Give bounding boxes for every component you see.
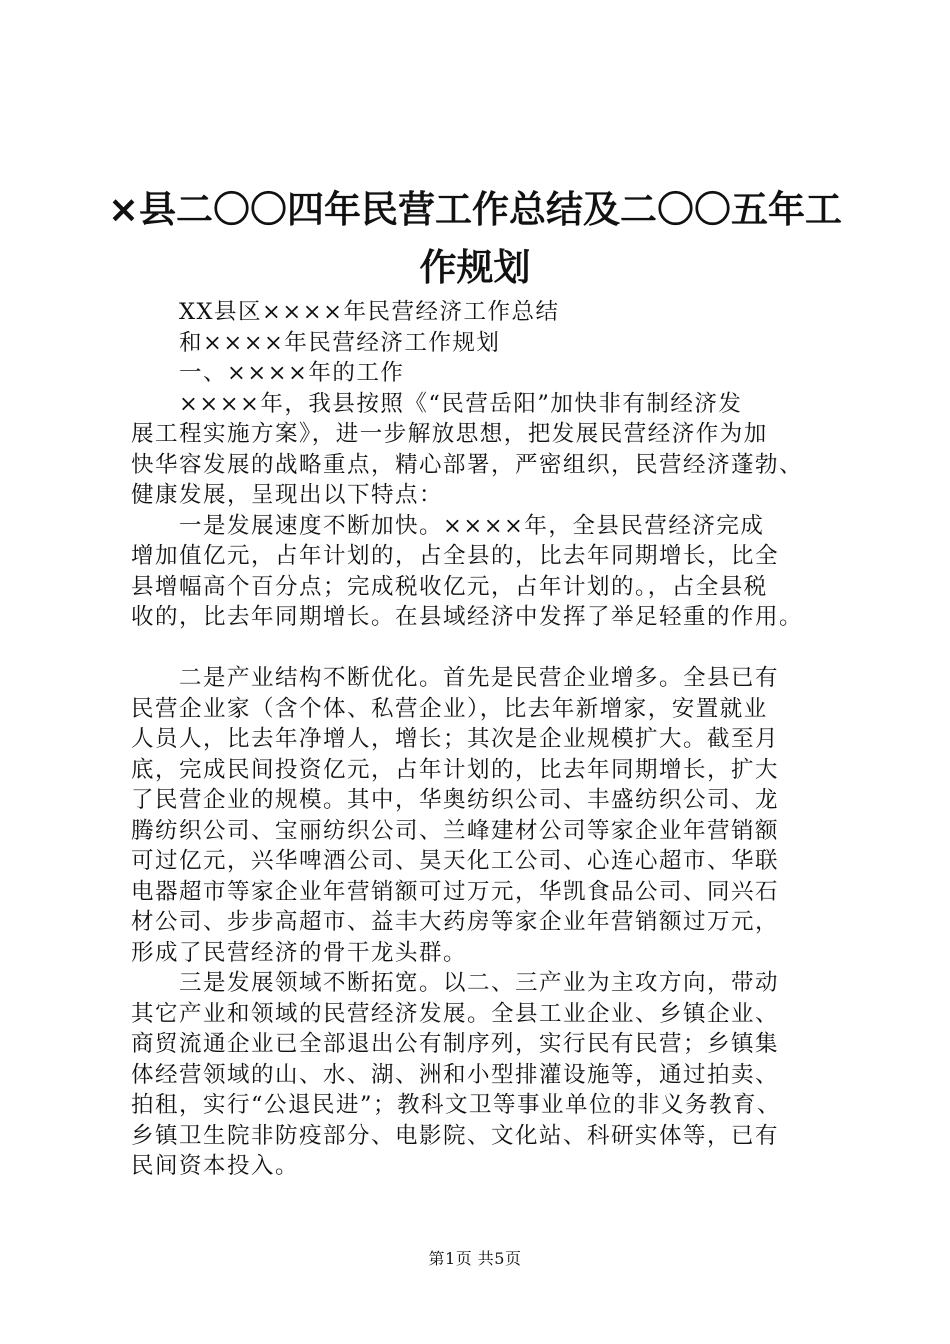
paragraph-line: 体经营领域的山、水、湖、洲和小型排灌设施等，通过拍卖、 [131, 1061, 780, 1088]
paragraph-line: 增加值亿元，占年计划的，占全县的，比去年同期增长，比全 [131, 543, 780, 569]
document-body [131, 297, 853, 1182]
paragraph-line: 三是发展领域不断拓宽。以二、三产业为主攻方向，带动 [179, 970, 780, 996]
page-footer: 第1页 共5页 [428, 1249, 522, 1268]
document-title-line-1: ×县二〇〇四年民营工作总结及二〇〇五年工 [107, 188, 842, 231]
paragraph-line: 底，完成民间投资亿元，占年计划的，比去年同期增长，扩大 [131, 756, 780, 783]
paragraph-line: 展工程实施方案》，进一步解放思想，把发展民营经济作为加 [131, 421, 768, 447]
paragraph-line: 县增幅高个百分点；完成税收亿元，占年计划的。，占全县税 [131, 573, 768, 600]
subtitle-line: XX县区××××年民营经济工作总结 [179, 299, 560, 325]
paragraph-line: 其它产业和领域的民营经济发展。全县工业企业、乡镇企业、 [131, 1000, 780, 1027]
paragraph-line: 民间资本投入。 [131, 1153, 300, 1179]
paragraph-line: 商贸流通企业已全部退出公有制序列，实行民有民营；乡镇集 [131, 1031, 780, 1057]
paragraph-line: 电器超市等家企业年营销额可过万元，华凯食品公司、同兴石 [131, 878, 780, 905]
paragraph-line: 一是发展速度不断加快。××××年，全县民营经济完成 [179, 512, 765, 539]
paragraph-line: 二是产业结构不断优化。首先是民营企业增多。全县已有 [179, 665, 780, 691]
paragraph-line: 乡镇卫生院非防疫部分、电影院、文化站、科研实体等，已有 [131, 1122, 780, 1149]
paragraph-gap [131, 633, 853, 664]
subtitle-line: 和××××年民营经济工作规划 [179, 329, 501, 356]
paragraph-line: 健康发展，呈现出以下特点： [131, 482, 444, 508]
paragraph-line: 腾纺织公司、宝丽纺织公司、兰峰建材公司等家企业年营销额 [131, 817, 780, 844]
paragraph-line: 形成了民营经济的骨干龙头群。 [131, 939, 468, 966]
paragraph-line: 收的，比去年同期增长。在县域经济中发挥了举足轻重的作用。 [131, 604, 804, 630]
paragraph-line: 拍租，实行“公退民进”；教科文卫等事业单位的非义务教育、 [131, 1092, 782, 1118]
paragraph-line: 民营企业家（含个体、私营企业），比去年新增家，安置就业 [131, 695, 768, 722]
paragraph-line: 人员人，比去年净增人，增长；其次是企业规模扩大。截至月 [131, 726, 780, 752]
paragraph-line: 快华容发展的战略重点，精心部署，严密组织，民营经济蓬勃、 [131, 451, 804, 478]
section-heading: 一、××××年的工作 [179, 360, 405, 386]
document-title-line-2: 作规划 [419, 246, 531, 289]
paragraph-line: 可过亿元，兴华啤酒公司、昊天化工公司、心连心超市、华联 [131, 848, 780, 874]
paragraph-line: 材公司、步步高超市、益丰大药房等家企业年营销额过万元， [131, 909, 780, 935]
paragraph-line: ××××年，我县按照《“民营岳阳”加快非有制经济发 [179, 390, 743, 417]
paragraph-line: 了民营企业的规模。其中，华奥纺织公司、丰盛纺织公司、龙 [131, 787, 780, 813]
